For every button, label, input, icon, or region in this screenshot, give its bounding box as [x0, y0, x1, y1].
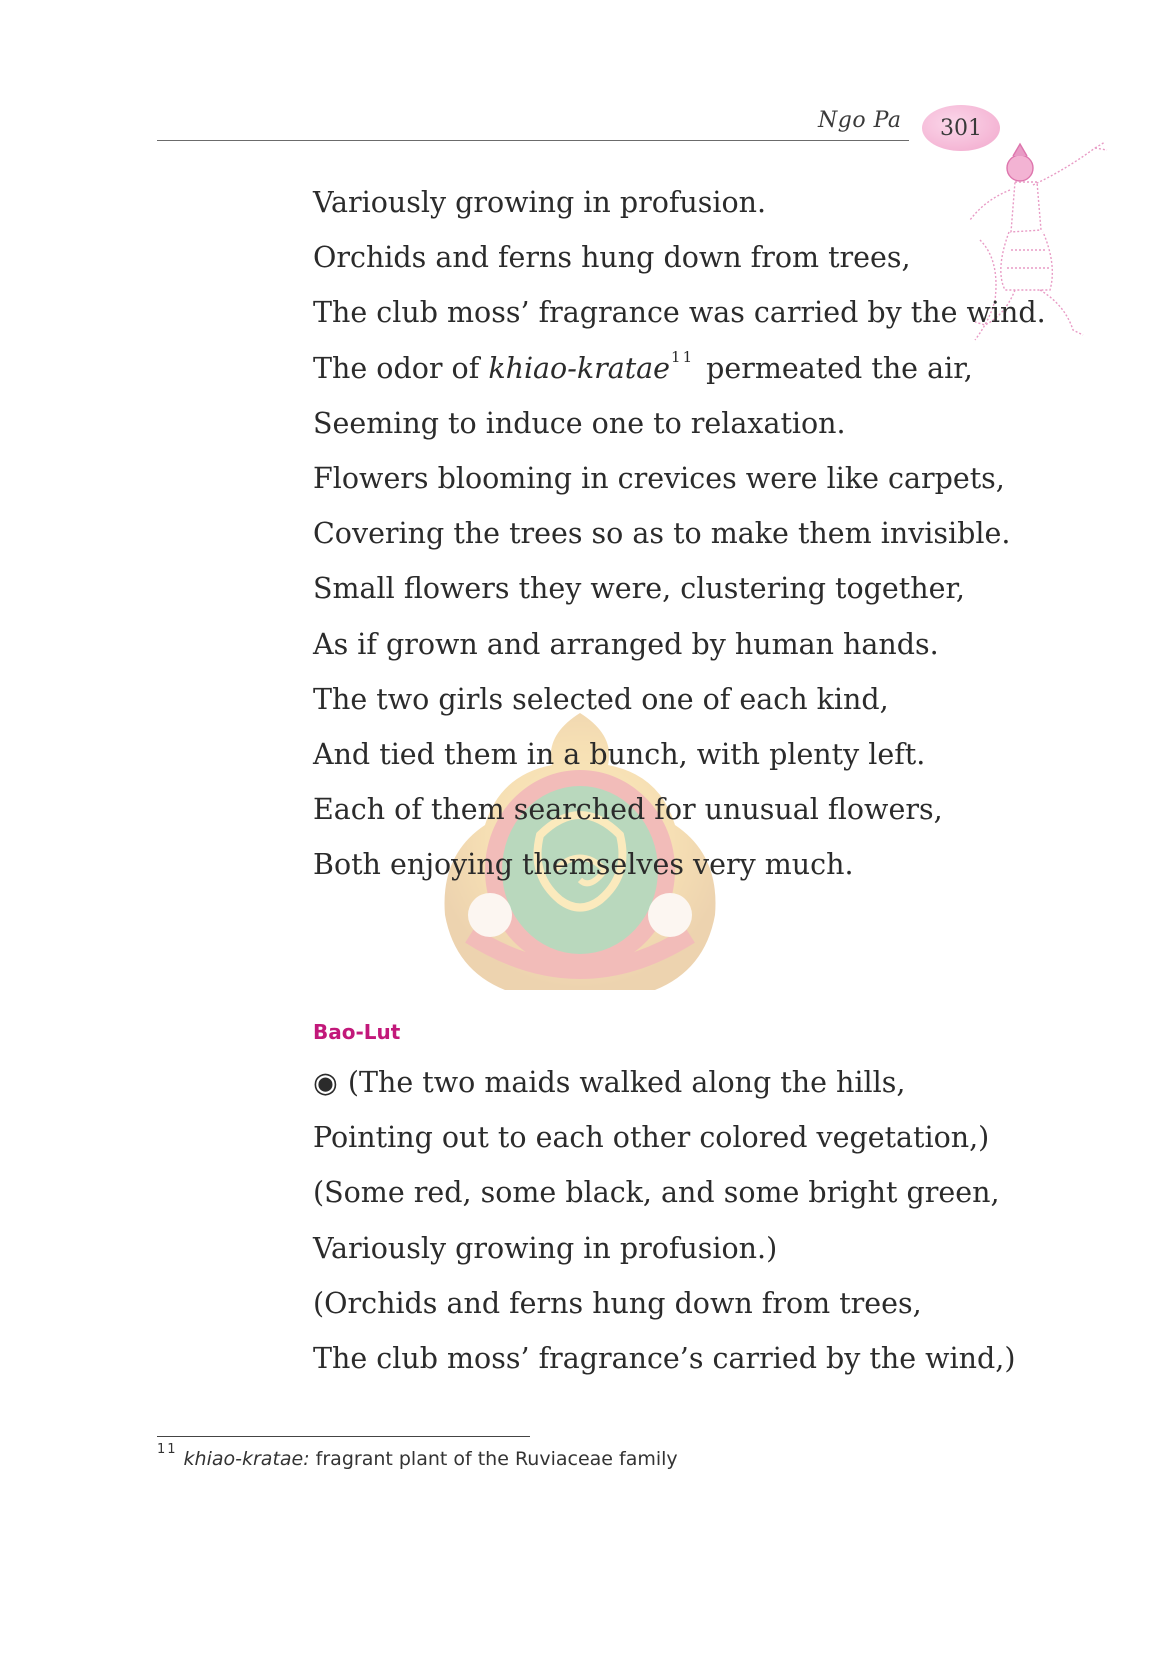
verse-line: The club moss’ fragrance’s carried by the wind,): [313, 1341, 1016, 1375]
running-head: Ngo Pa: [818, 108, 902, 133]
verse-line: (Orchids and ferns hung down from trees,: [313, 1286, 922, 1320]
verse-line: Both enjoying themselves very much.: [313, 848, 854, 882]
verse-line: Seeming to induce one to relaxation.: [313, 406, 846, 440]
verse-line: [313, 1055, 1015, 1110]
verse-line: Variously growing in profusion.: [313, 186, 767, 219]
verse-line: Covering the trees so as to make them invisible.: [313, 517, 1011, 551]
verse-line: As if grown and arranged by human hands.: [313, 627, 939, 661]
verse-text: permeated the air,: [706, 351, 973, 385]
verse-block-main: [313, 175, 1046, 892]
footnote-number: 11: [157, 1442, 178, 1457]
bullet-marker-icon: ◉: [313, 1066, 338, 1099]
footnote-text: fragrant plant of the Ruviaceae family: [309, 1448, 678, 1470]
verse-line: (Some red, some black, and some bright green,: [313, 1176, 1000, 1210]
verse-text: The odor of: [313, 351, 489, 385]
page-number: 301: [940, 115, 982, 141]
verse-line: Variously growing in profusion.): [313, 1231, 778, 1265]
verse-line: The two girls selected one of each kind,: [313, 682, 889, 716]
verse-line: The club moss’ fragrance was carried by the wind.: [313, 296, 1046, 330]
verse-line-with-footnote: [313, 341, 1046, 396]
footnote-term: khiao-kratae:: [183, 1448, 310, 1470]
footnote-reference[interactable]: 11: [671, 347, 695, 366]
glossary-term: khiao-kratae: [488, 351, 671, 385]
verse-text: (The two maids walked along the hills,: [347, 1066, 906, 1099]
verse-line: Pointing out to each other colored vegetation,): [313, 1121, 990, 1155]
verse-line: Orchids and ferns hung down from trees,: [313, 241, 911, 275]
verse-block-bao-lut: [313, 1055, 1015, 1386]
verse-line: Each of them searched for unusual flowers,: [313, 793, 943, 827]
footnote-rule: [157, 1436, 530, 1437]
header-rule: [157, 140, 909, 141]
verse-line: Flowers blooming in crevices were like carpets,: [313, 461, 1005, 495]
verse-line: Small flowers they were, clustering together,: [313, 572, 965, 606]
footnote: [157, 1442, 678, 1470]
section-heading: Bao-Lut: [313, 1020, 401, 1044]
verse-line: And tied them in a bunch, with plenty left.: [313, 737, 926, 771]
